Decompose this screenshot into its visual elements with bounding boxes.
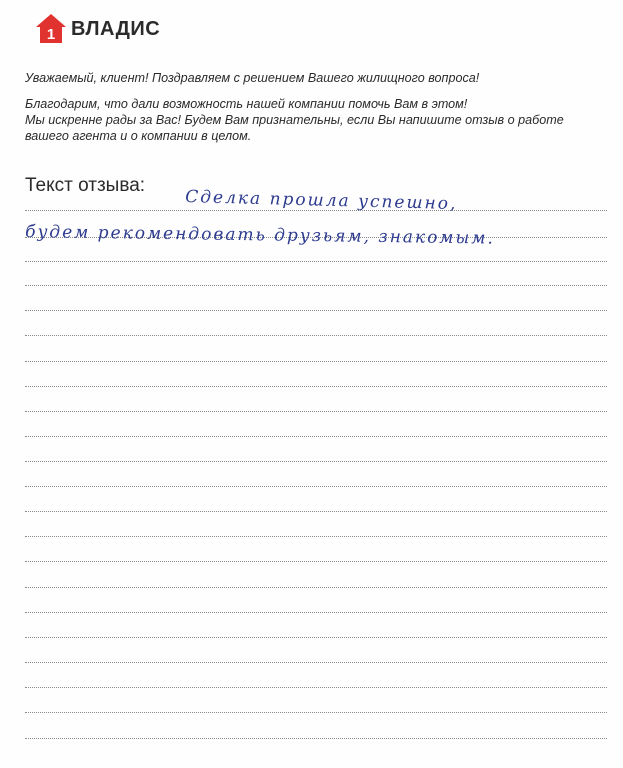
ruled-line <box>25 587 607 588</box>
ruled-line <box>25 310 607 311</box>
logo-digit: 1 <box>46 26 56 43</box>
thanks-line-3: вашего агента и о компании в целом. <box>25 129 252 143</box>
ruled-line <box>25 436 607 437</box>
ruled-line <box>25 511 607 512</box>
ruled-line <box>25 285 607 286</box>
ruled-line <box>25 712 607 713</box>
review-heading: Текст отзыва: <box>25 175 146 196</box>
ruled-lines <box>25 0 607 768</box>
ruled-line <box>25 738 607 739</box>
ruled-line <box>25 261 607 262</box>
ruled-line <box>25 612 607 613</box>
greeting-line: Уважаемый, клиент! Поздравляем с решением Вашего жилищного вопроса! <box>25 71 480 85</box>
ruled-line <box>25 561 607 562</box>
handwritten-review-line-1: Сделка прошла успешно, <box>185 187 458 215</box>
ruled-line <box>25 637 607 638</box>
ruled-line <box>25 687 607 688</box>
ruled-line <box>25 461 607 462</box>
ruled-line <box>25 662 607 663</box>
ruled-line <box>25 361 607 362</box>
ruled-line <box>25 486 607 487</box>
ruled-line <box>25 335 607 336</box>
brand-name: ВЛАДИС <box>71 17 161 40</box>
thanks-line-1: Благодарим, что дали возможность нашей компании помочь Вам в этом! <box>25 97 468 111</box>
ruled-line <box>25 536 607 537</box>
ruled-line <box>25 386 607 387</box>
ruled-line <box>25 411 607 412</box>
handwritten-review-line-2: будем рекомендовать друзьям, знакомым. <box>25 222 495 249</box>
thanks-line-2: Мы искренне рады за Вас! Будем Вам признательны, если Вы напишите отзыв о работе <box>25 113 564 127</box>
